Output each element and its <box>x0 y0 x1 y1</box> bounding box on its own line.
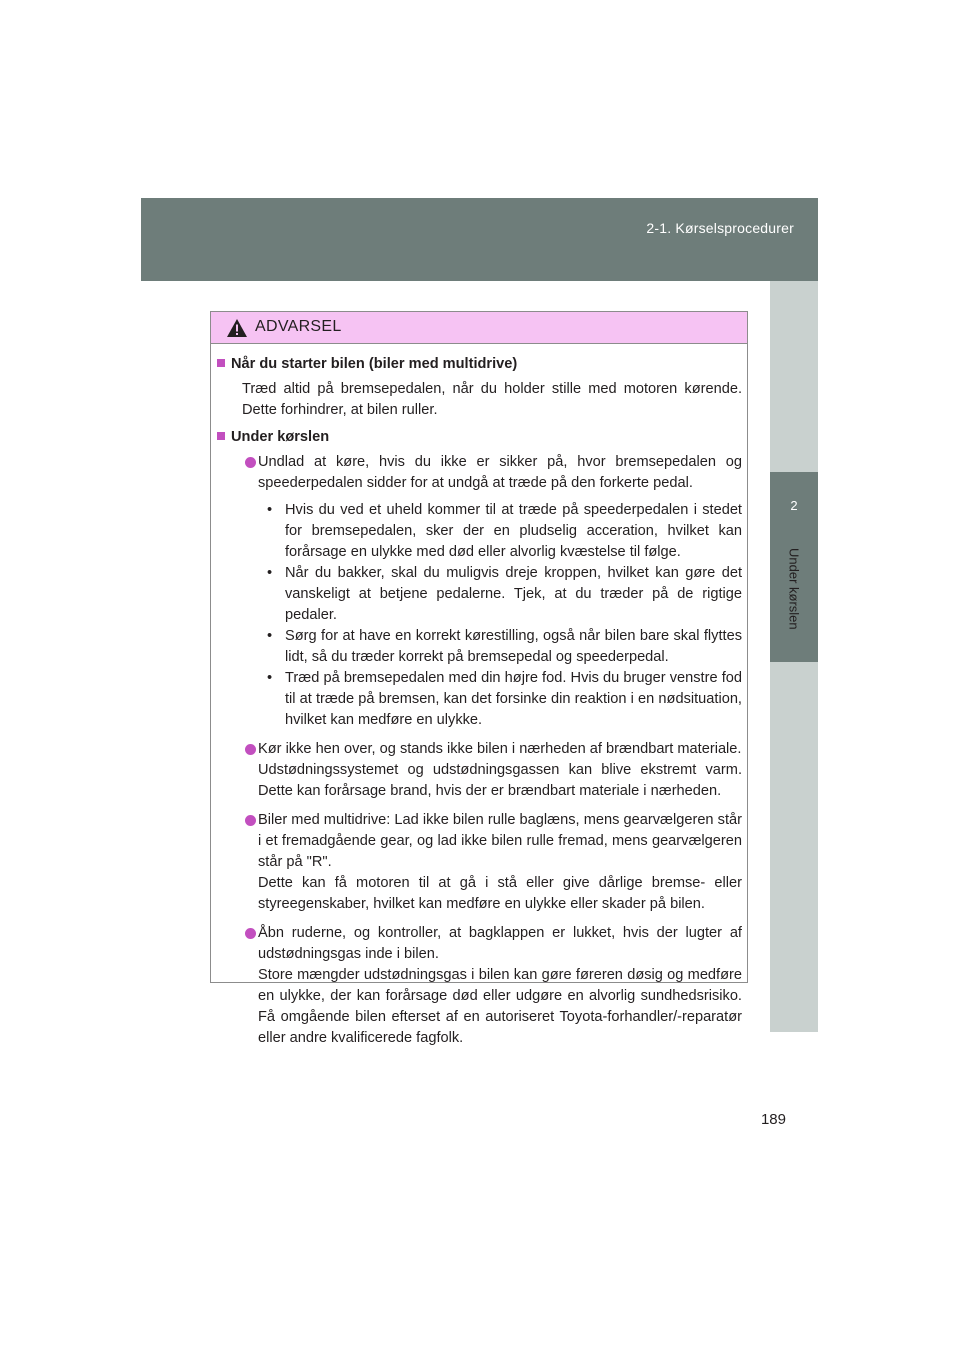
side-strip-bottom <box>770 662 818 1032</box>
sub-list-item: • Når du bakker, skal du muligvis dreje kroppen, hvilket kan gøre det vanskeligt at betjene pedalerne. Tjek, at du træder på de rigtige pedaler. <box>267 565 742 623</box>
list-item: Kør ikke hen over, og stands ikke bilen i nærheden af brændbart materiale. Udstødningssystemet og udstødningsgassen kan blive ekstremt varm. Dette kan forårsage brand, hvis der er brændbart materiale i nærheden. <box>245 739 742 802</box>
list-item: Åbn ruderne, og kontroller, at bagklappen er lukket, hvis der lugter af udstødningsgas inde i bilen. Store mængder udstødningsgas i bilen kan gøre føreren døsig og medføre en ulykke, der kan forårsage død eller udgøre en alvorlig sundhedsrisiko. Få omgående bilen efterset af en autoriseret Toyota-forhandler/-reparatør eller andre kvalificerede fagfolk. <box>245 923 742 1049</box>
section-heading: Når du starter bilen (biler med multidrive) <box>217 354 742 375</box>
round-bullet-icon <box>245 744 256 755</box>
chapter-title-vertical <box>770 548 818 643</box>
section-heading: Under kørslen <box>217 427 742 448</box>
square-bullet-icon <box>217 359 225 367</box>
sub-list <box>267 500 742 731</box>
list-item: Undlad at køre, hvis du ikke er sikker på, hvor bremsepedalen og speederpedalen sidder for at undgå at træde på den forkerte pedal. <box>245 452 742 494</box>
warning-header <box>211 312 747 344</box>
side-strip-top <box>770 281 818 472</box>
sub-list-item: • Træd på bremsepedalen med din højre fod. Hvis du bruger venstre fod til at træde på bremsen, kan det forsinke din reaktion i en nødsituation, hvilket kan medføre en ulykke. <box>267 670 742 728</box>
section-title: 2-1. Kørselsprocedurer <box>646 220 794 236</box>
warning-triangle-icon <box>226 318 248 338</box>
warning-body <box>211 344 747 1049</box>
square-bullet-icon <box>217 432 225 440</box>
chapter-title: Under kørslen <box>786 548 802 630</box>
sub-list-item: • Sørg for at have en korrekt kørestilling, også når bilen bare skal flyttes lidt, så du træder korrekt på bremsepedal og speederpedal. <box>267 628 742 665</box>
header-band <box>141 198 818 281</box>
warning-label: ADVARSEL <box>255 318 342 335</box>
sub-list-item: • Hvis du ved et uheld kommer til at træde på speederpedalen i stedet for bremsepedalen, sker der en pludselig acceration, hvilket kan forårsage en ulykke med død eller alvorlig kvæstelse til følge. <box>267 502 742 560</box>
round-bullet-icon <box>245 457 256 468</box>
chapter-number: 2 <box>790 498 798 513</box>
page-number: 189 <box>760 1111 786 1128</box>
warning-box <box>210 311 748 1046</box>
paragraph: Træd altid på bremsepedalen, når du holder stille med motoren kørende. Dette forhindrer, at bilen ruller. <box>242 381 742 418</box>
round-bullet-icon <box>245 928 256 939</box>
round-bullet-icon <box>245 815 256 826</box>
list-item: Biler med multidrive: Lad ikke bilen rulle baglæns, mens gearvælgeren står i et fremadgående gear, og lad ikke bilen rulle fremad, mens gearvælgeren står på "R". Dette kan få motoren til at gå i stå eller give dårlige bremse- eller styreegenskaber, hvilket kan medføre en ulykke eller skader på bilen. <box>245 810 742 915</box>
